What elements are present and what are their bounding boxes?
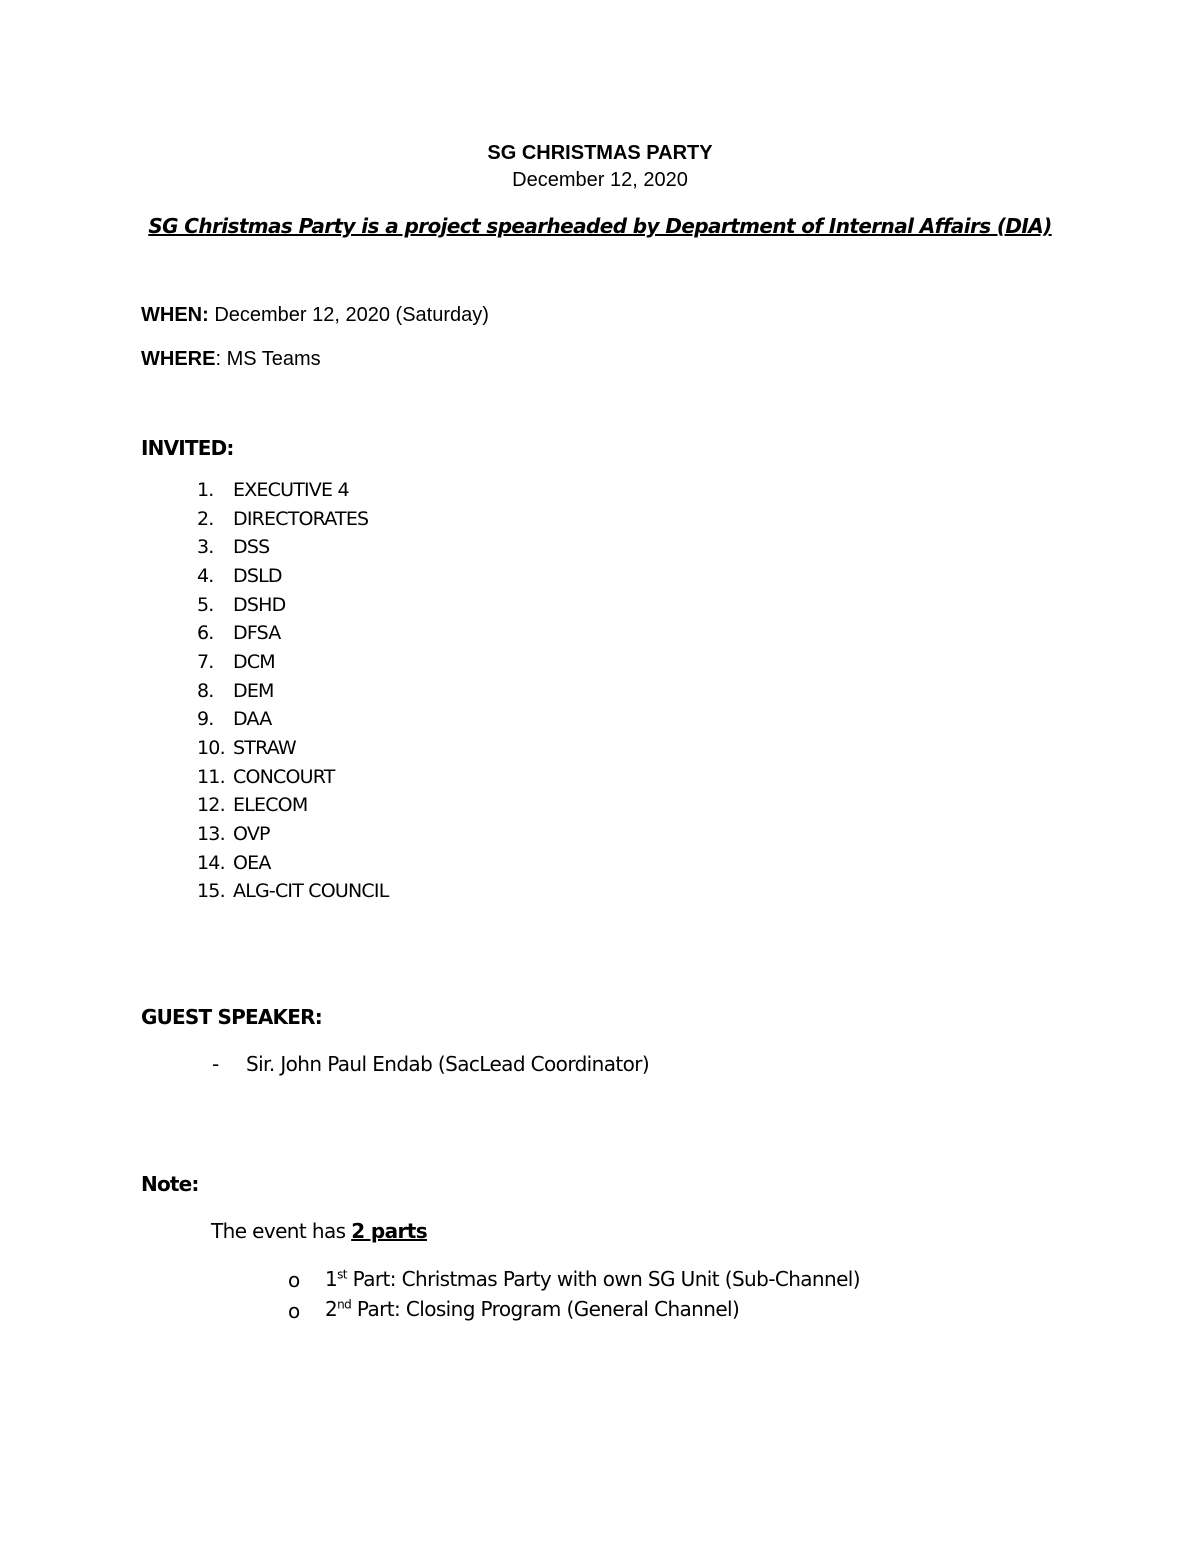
list-item: 4. DSLD [197, 565, 282, 587]
when-line [141, 304, 489, 327]
circle-bullet-icon: o [288, 1268, 301, 1292]
guest-speaker-heading: GUEST SPEAKER: [141, 1005, 322, 1029]
list-item: 8. DEM [197, 680, 274, 702]
event-prefix: The event has [211, 1219, 352, 1243]
event-parts-count: 2 parts [351, 1219, 428, 1243]
where-label: WHERE [141, 348, 216, 370]
part-ordinal: 2 [325, 1297, 338, 1321]
part-ordinal-suffix: st [337, 1267, 347, 1282]
where-value: : MS Teams [215, 348, 321, 370]
document-date: December 12, 2020 [512, 169, 688, 191]
part-text: Part: Closing Program (General Channel) [351, 1297, 740, 1321]
part-item [325, 1297, 739, 1321]
list-item: 7. DCM [197, 651, 275, 673]
circle-bullet-icon: o [288, 1299, 301, 1323]
note-heading: Note: [141, 1172, 199, 1196]
when-value: December 12, 2020 (Saturday) [208, 304, 489, 326]
guest-speaker-name: Sir. John Paul Endab (SacLead Coordinator) [246, 1052, 650, 1076]
list-item: 11. CONCOURT [197, 766, 335, 788]
list-item: 1. EXECUTIVE 4 [197, 479, 349, 501]
list-item: 5. DSHD [197, 594, 286, 616]
list-item: 12. ELECOM [197, 794, 308, 816]
part-item [325, 1267, 860, 1291]
part-ordinal: 1 [325, 1267, 338, 1291]
event-parts-line [211, 1219, 427, 1243]
list-item: 6. DFSA [197, 622, 281, 644]
list-item: 14. OEA [197, 852, 271, 874]
document-tagline: SG Christmas Party is a project spearheaded by Department of Internal Affairs (DIA) [148, 214, 1052, 238]
list-item: 2. DIRECTORATES [197, 508, 369, 530]
document-title: SG CHRISTMAS PARTY [487, 142, 713, 164]
list-item: 15. ALG-CIT COUNCIL [197, 880, 389, 902]
dash-bullet: - [212, 1052, 220, 1076]
where-line [141, 348, 321, 371]
list-item: 9. DAA [197, 708, 272, 730]
invited-heading: INVITED: [141, 436, 234, 460]
list-item: 10. STRAW [197, 737, 296, 759]
part-text: Part: Christmas Party with own SG Unit (Sub-Channel) [346, 1267, 860, 1291]
when-label: WHEN: [141, 304, 209, 326]
list-item: 3. DSS [197, 536, 270, 558]
list-item: 13. OVP [197, 823, 270, 845]
part-ordinal-suffix: nd [337, 1297, 352, 1312]
